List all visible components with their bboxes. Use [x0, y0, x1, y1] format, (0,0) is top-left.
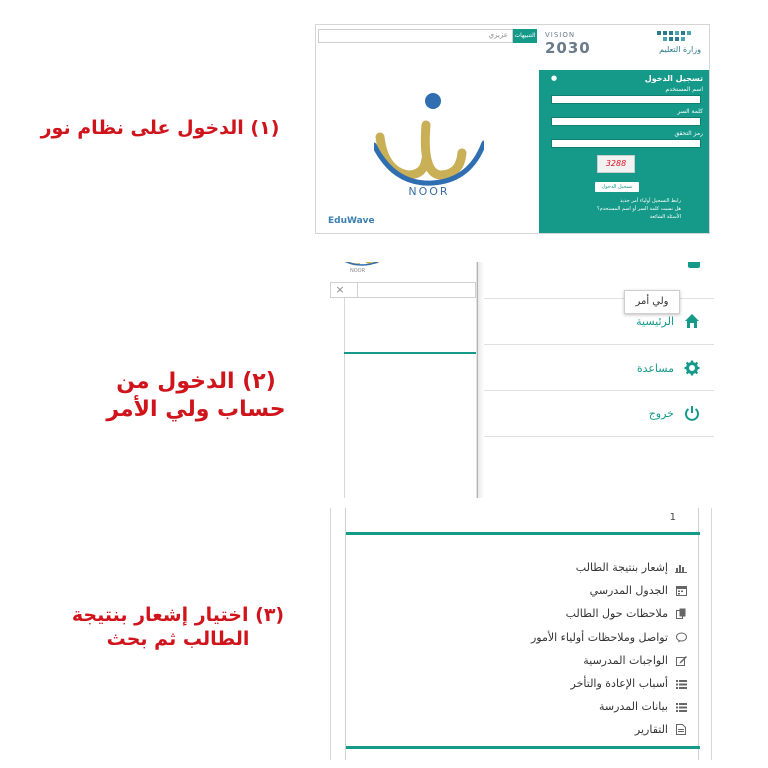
vision-year: 2030: [545, 39, 591, 57]
username-label: اسم المستخدم: [665, 86, 703, 93]
captcha-image: 3288: [597, 155, 635, 173]
menu-item-label: إشعار بنتيجة الطالب: [575, 561, 668, 575]
menu-divider: [484, 436, 714, 437]
forgot-password-link[interactable]: هل نسيت كلمة السر أو اسم المستخدم؟: [596, 206, 681, 212]
captcha-input[interactable]: [551, 139, 701, 148]
notification-bar[interactable]: عزيزي: [318, 29, 513, 43]
power-icon: [684, 405, 700, 421]
menu-divider: [484, 390, 714, 391]
login-form-title: تسجيل الدخول: [644, 74, 703, 83]
menu-item-student-notes[interactable]: [358, 602, 688, 625]
teal-divider: [344, 352, 476, 354]
login-right-area: [539, 25, 710, 234]
menu-top-icon: [688, 262, 700, 268]
ministry-name: وزارة التعليم: [659, 45, 701, 54]
copy-icon: [674, 608, 688, 620]
menu-item-label: بيانات المدرسة: [599, 700, 668, 714]
menu-item-label: تواصل وملاحظات أولياء الأمور: [530, 630, 668, 644]
calendar-icon: [674, 585, 688, 597]
edit-icon: [674, 654, 688, 666]
menu-item-help[interactable]: مساعدة: [636, 362, 674, 375]
captcha-label: رمز التحقق: [674, 130, 703, 137]
step-3-line-1: (٣) اختيار إشعار بنتيجة: [71, 604, 285, 626]
menu-item-label: ملاحظات حول الطالب: [565, 607, 668, 621]
bar-chart-icon: [674, 562, 688, 574]
menu-item-student-result[interactable]: [358, 556, 688, 579]
register-link[interactable]: رابط التسجيل أولياء أمر جديد: [620, 198, 681, 204]
teal-bottom-bar: [346, 746, 700, 749]
search-row: [330, 282, 476, 298]
noor-text: NOOR: [408, 185, 450, 198]
guardian-menu-screenshot: [328, 262, 714, 498]
noor-small-text: NOOR: [350, 268, 366, 274]
close-icon[interactable]: ×: [335, 283, 345, 296]
student-menu-screenshot: [330, 508, 712, 760]
username-input[interactable]: [551, 95, 701, 104]
list-icon: [674, 701, 688, 713]
page-number: 1: [669, 512, 676, 523]
step-2-label: [96, 368, 296, 423]
side-menu-shadow: [476, 262, 484, 498]
login-left-area: [316, 25, 537, 234]
menu-item-school-data[interactable]: [358, 695, 688, 718]
step-2-line-1: (٢) الدخول من: [116, 369, 276, 394]
password-label: كلمة السر: [677, 108, 703, 115]
gear-icon: [684, 360, 700, 376]
menu-item-label: التقارير: [634, 723, 668, 737]
menu-item-label: أسباب الإعادة والتأخر: [570, 677, 668, 691]
menu-item-reports[interactable]: [358, 718, 688, 741]
ministry-logo-icon: [657, 31, 697, 43]
step-3-line-2: الطالب ثم بحث: [106, 627, 250, 650]
list-icon: [674, 678, 688, 690]
menu-item-school-schedule[interactable]: [358, 579, 688, 602]
step-1-label: (١) الدخول على نظام نور: [40, 117, 280, 139]
eduwave-logo: EduWave: [328, 216, 375, 226]
home-icon: [684, 313, 700, 329]
menu-item-logout[interactable]: خروج: [648, 407, 674, 420]
column-divider: [344, 298, 345, 498]
menu-item-repeat-reasons[interactable]: [358, 672, 688, 695]
faq-link[interactable]: الأسئلة الشائعة: [649, 214, 681, 220]
guardian-tooltip[interactable]: ولي أمر: [624, 290, 680, 314]
file-icon: [674, 724, 688, 736]
teal-top-bar: [346, 532, 700, 535]
vision-word: VISION: [545, 31, 576, 39]
menu-item-label: الجدول المدرسي: [589, 584, 668, 598]
menu-item-homework[interactable]: [358, 649, 688, 672]
step-3-label: [64, 604, 292, 652]
divider: [357, 283, 358, 297]
alerts-button[interactable]: التنبيهات: [513, 29, 537, 43]
menu-divider: [484, 344, 714, 345]
student-menu-card: [345, 508, 699, 760]
user-icon: ●: [551, 74, 558, 82]
password-input[interactable]: [551, 117, 701, 126]
login-form: [539, 70, 710, 234]
menu-item-guardian-communication[interactable]: [358, 626, 688, 649]
noor-logo-icon: [374, 89, 484, 199]
menu-item-home[interactable]: الرئيسية: [636, 315, 674, 328]
menu-item-label: الواجبات المدرسية: [583, 653, 668, 667]
guardian-left-area: [328, 262, 478, 498]
login-header: [539, 25, 710, 70]
chat-icon: [674, 631, 688, 643]
student-menu-list: [358, 556, 688, 742]
login-button[interactable]: تسجيل الدخول: [595, 182, 639, 192]
step-2-line-2: حساب ولي الأمر: [106, 396, 286, 422]
noor-login-screenshot: [315, 24, 710, 234]
